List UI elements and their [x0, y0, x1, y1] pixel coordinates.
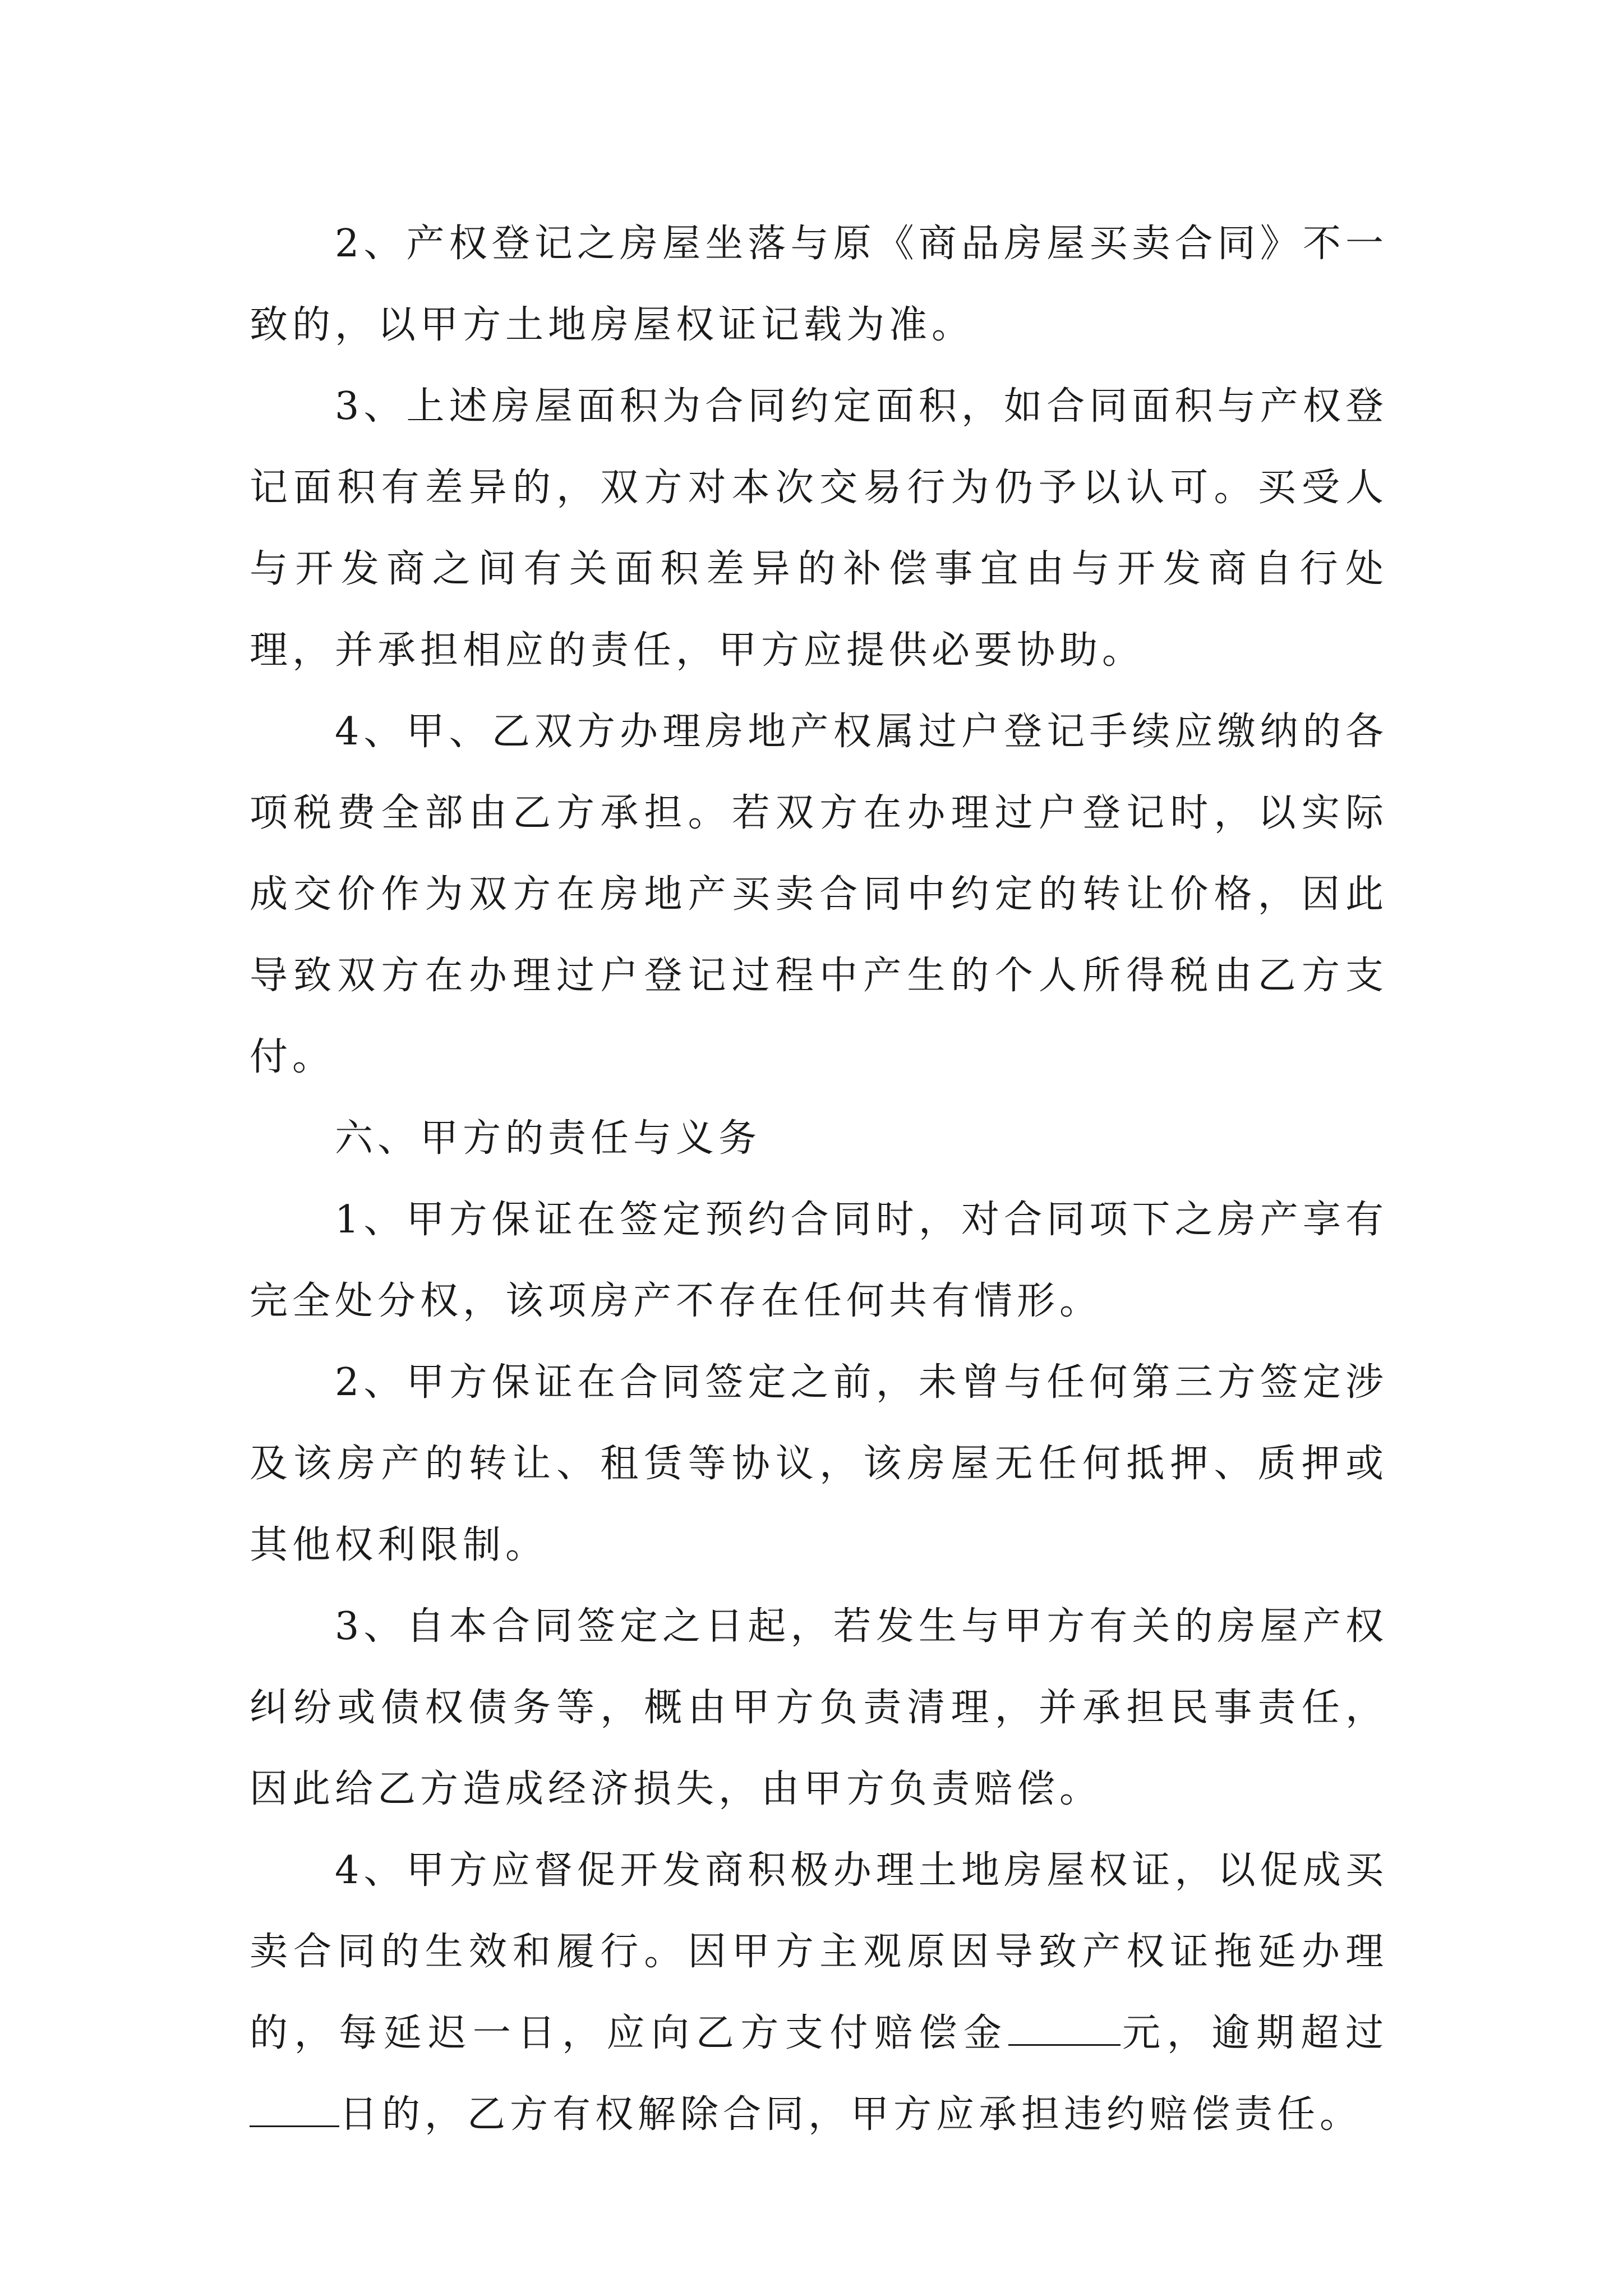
contract-body — [250, 203, 1388, 2155]
duty-4-text-part1: 4、甲方应督促开发商积极办理土地房屋权证，以促成买卖合同的生效和履行。因甲方主观原因导致产权证拖延办理的，每延迟一日，应向乙方支付赔偿金 — [250, 1848, 1388, 2055]
overdue-days-blank — [250, 2093, 339, 2127]
duty-2-no-encumbrance: 2、甲方保证在合同签定之前，未曾与任何第三方签定涉及该房产的转让、租赁等协议，该房屋无任何抵押、质押或其他权利限制。 — [250, 1360, 1388, 1567]
duty-4-text-part3: 日的，乙方有权解除合同，甲方应承担违约赔偿责任。 — [339, 2092, 1363, 2137]
duty-4-title-certificate — [250, 1830, 1388, 2155]
compensation-amount-blank — [1008, 2012, 1121, 2046]
section-heading-party-a-duties: 六、甲方的责任与义务 — [335, 1116, 762, 1161]
clause-4-taxes: 4、甲、乙双方办理房地产权属过户登记手续应缴纳的各项税费全部由乙方承担。若双方在办理过户登记时，以实际成交价作为双方在房地产买卖合同中约定的转让价格，因此导致双方在办理过户登记过程中产生的个人所得税由乙方支付。 — [250, 710, 1388, 1079]
clause-2-property-location: 2、产权登记之房屋坐落与原《商品房屋买卖合同》不一致的，以甲方土地房屋权证记载为准。 — [250, 222, 1388, 347]
duty-1-disposal-right: 1、甲方保证在签定预约合同时，对合同项下之房产享有完全处分权，该项房产不存在任何共有情形。 — [250, 1198, 1388, 1323]
duty-3-dispute-liability: 3、自本合同签定之日起，若发生与甲方有关的房屋产权纠纷或债权债务等，概由甲方负责清理，并承担民事责任，因此给乙方造成经济损失，由甲方负责赔偿。 — [250, 1604, 1388, 1811]
duty-4-text-part2: 元，逾期超过 — [1120, 2011, 1388, 2055]
clause-3-property-area: 3、上述房屋面积为合同约定面积，如合同面积与产权登记面积有差异的，双方对本次交易行为仍予以认可。买受人与开发商之间有关面积差异的补偿事宜由与开发商自行处理，并承担相应的责任，甲方应提供必要协助。 — [250, 384, 1388, 673]
